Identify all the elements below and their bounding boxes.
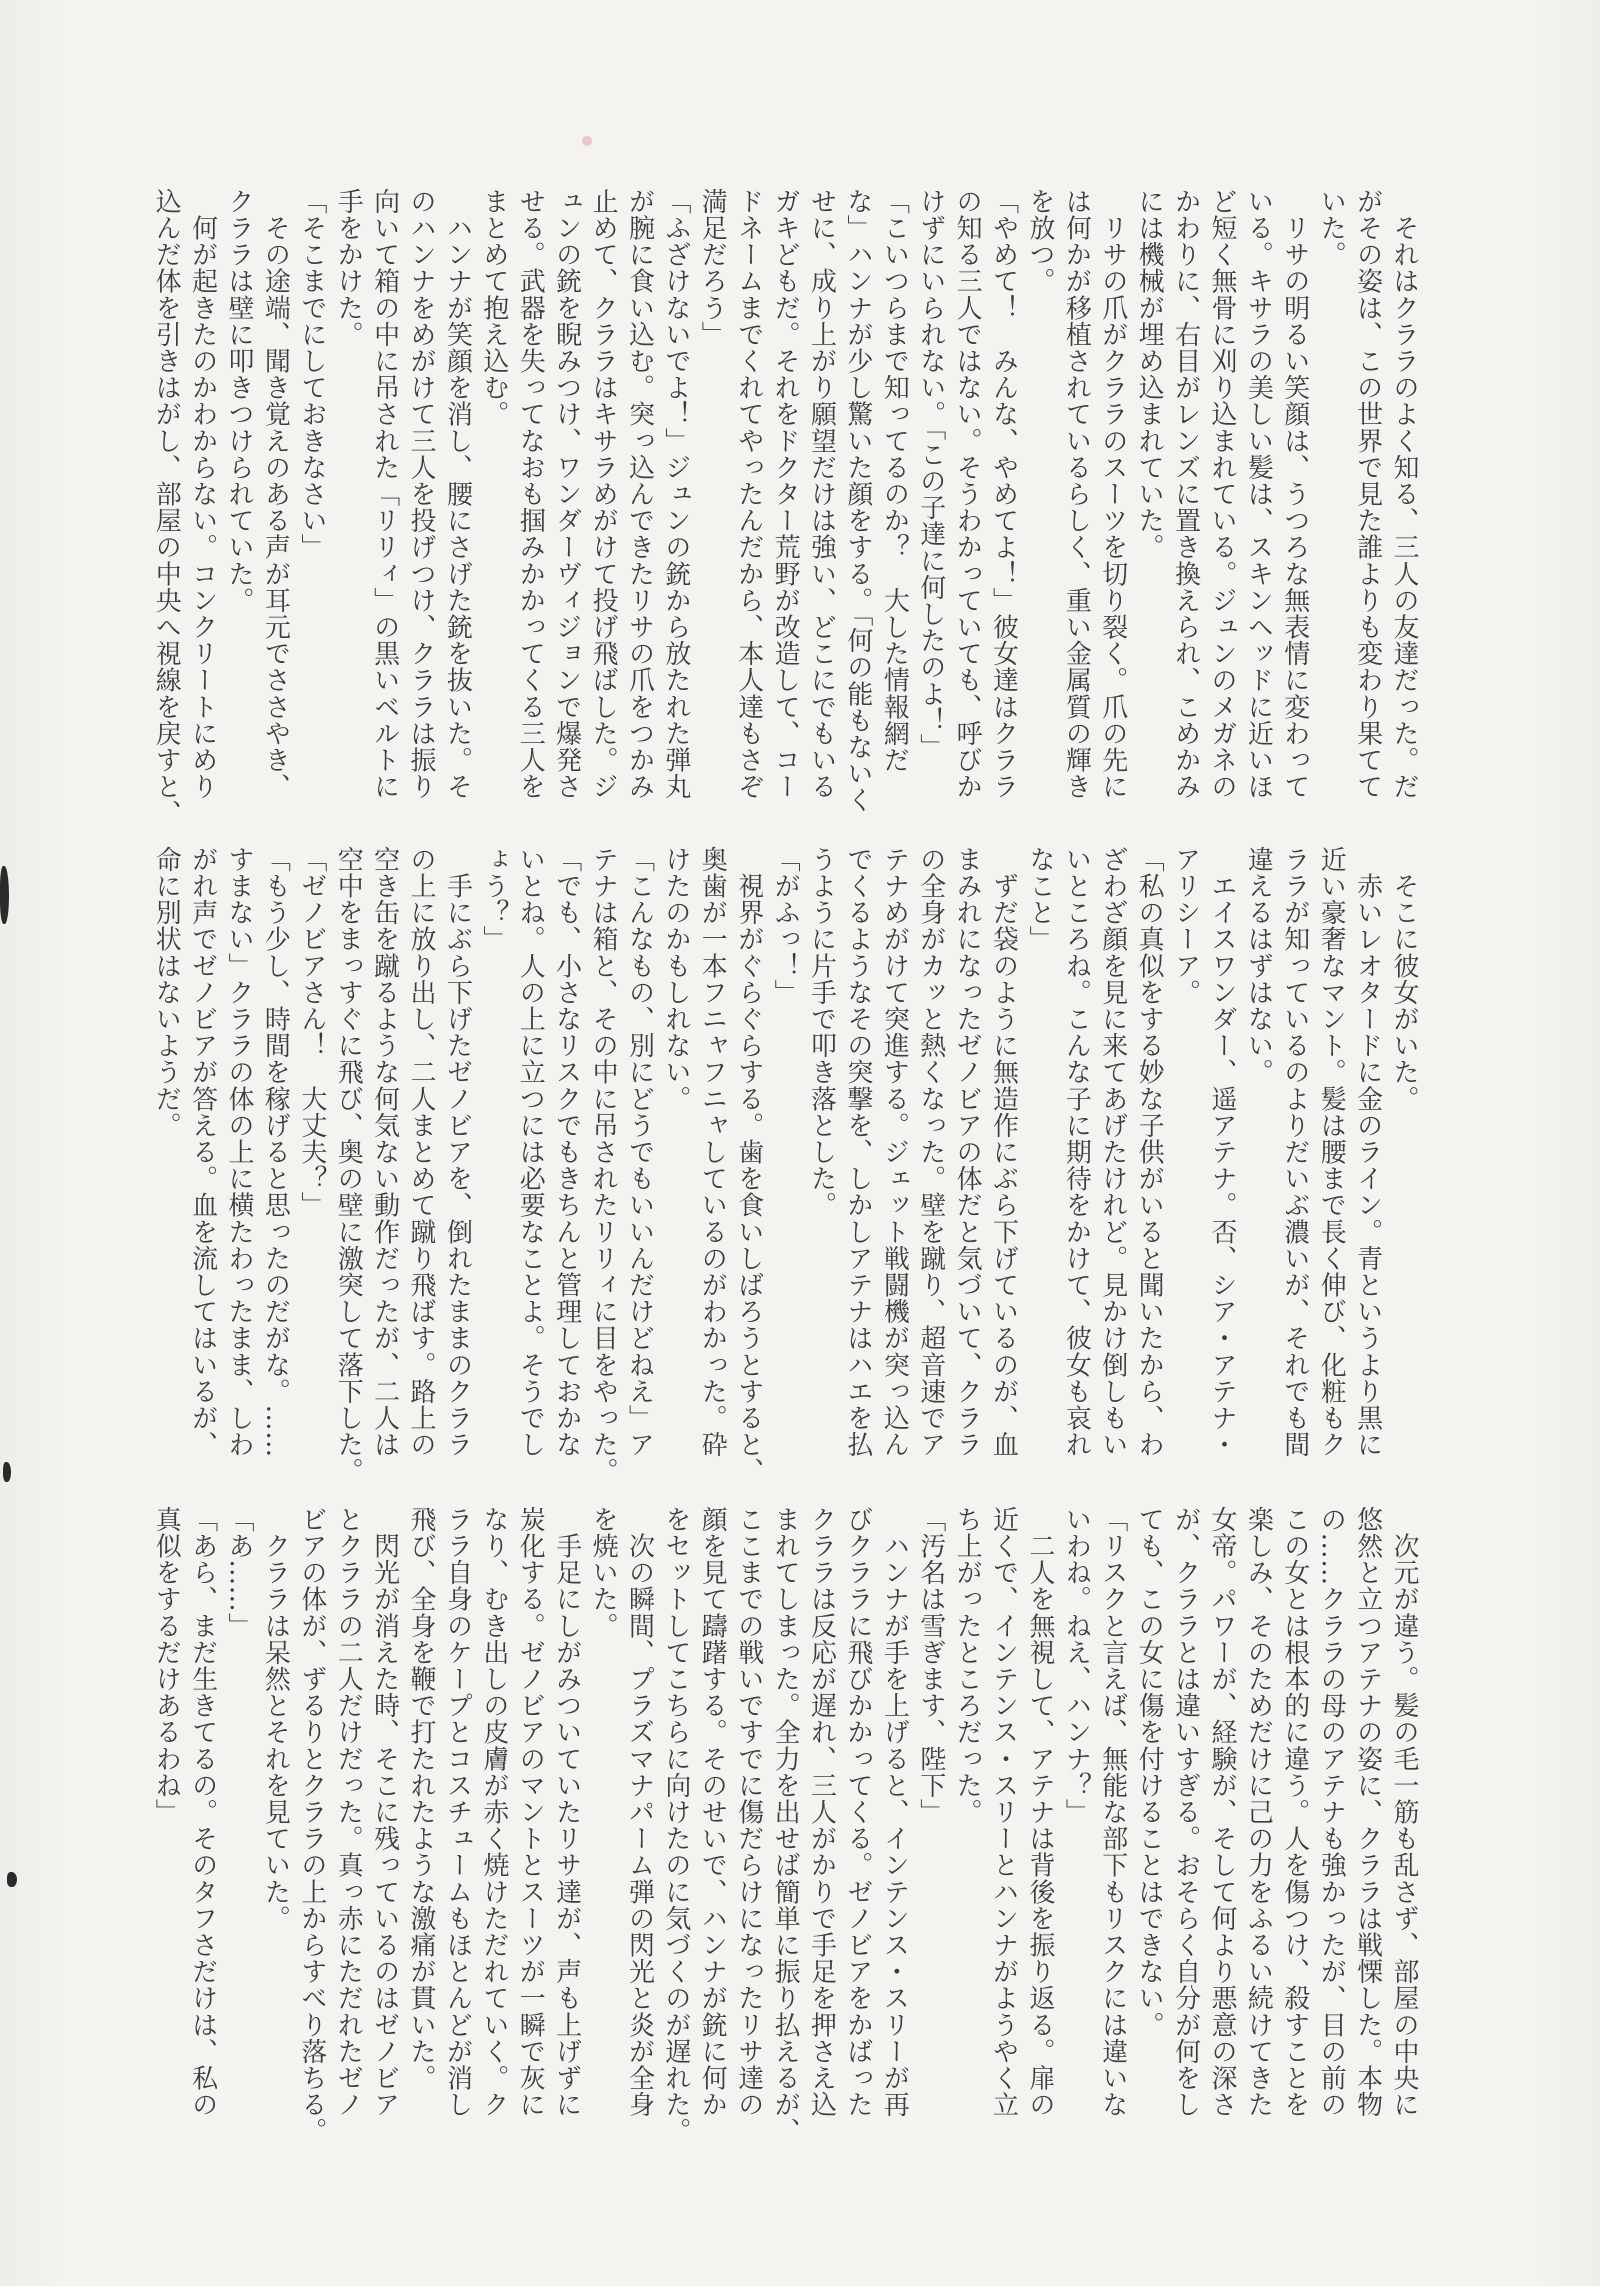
text-column: ララ自身のケープとコスチュームもほとんどが消し <box>442 1506 473 2118</box>
text-column: ビアの体が、ずるりとクララの上からすべり落ちる。 <box>296 1506 327 2145</box>
text-column: 「やめて！ みんな、やめてよ！」彼女達はクララ <box>988 188 1019 800</box>
text-column: 閃光が消えた時、そこに残っているのはゼノビア <box>369 1506 400 2118</box>
text-column: 「汚名は雪ぎます、陛下」 <box>915 1506 946 1826</box>
text-column: 「リスクと言えば、無能な部下もリスクには違いな <box>1097 1506 1128 2118</box>
text-column: けずにいられない。「この子達に何したのよ！」 <box>915 188 946 761</box>
text-column: 奥歯が一本フニャフニャしているのがわかった。砕 <box>697 846 728 1458</box>
text-band-top <box>148 188 1422 843</box>
text-column: ても、この女に傷を付けることはできない。 <box>1134 1506 1165 2038</box>
text-column: が腕に食い込む。突っ込んできたリサの爪をつかみ <box>624 188 655 800</box>
text-column: まみれになったゼノビアの体だと気づいて、クララ <box>952 846 983 1458</box>
text-column: 「私の真似をする妙な子供がいると聞いたから、わ <box>1134 846 1165 1458</box>
text-column: いわね。ねえ、ハンナ？」 <box>1061 1506 1092 1826</box>
text-column: すまない」クララの体の上に横たわったまま、しわ <box>224 846 254 1458</box>
text-column: のハンナをめがけて三人を投げつけ、クララは振り <box>406 188 437 800</box>
text-column: リサの爪がクララのスーツを切り裂く。爪の先に <box>1097 188 1128 800</box>
text-column: 「こんなもの、別にどうでもいいんだけどねえ」ア <box>624 846 655 1458</box>
text-column: クララは反応が遅れ、三人がかりで手足を押さえ込 <box>806 1506 837 2118</box>
text-column: テナめがけて突進する。ジェット戦闘機が突っ込ん <box>879 846 910 1458</box>
text-column: 「でも、小さなリスクでもきちんと管理しておかな <box>551 846 582 1458</box>
text-column: 空中をまっすぐに飛び、奥の壁に激突して落下した。 <box>333 846 364 1485</box>
text-column: でくるようなその突撃を、しかしアテナはハエを払 <box>842 846 873 1458</box>
text-column: 「あ……」 <box>224 1506 254 1639</box>
text-column: 空き缶を蹴るような何気ない動作だったが、二人は <box>369 846 400 1458</box>
text-column: せる。武器を失ってなおも掴みかかってくる三人を <box>515 188 546 800</box>
text-column: 手をかけた。 <box>333 188 364 348</box>
text-column: 満足だろう」 <box>697 188 728 348</box>
text-column: 悠然と立つアテナの姿に、クララは戦慄した。本物 <box>1352 1506 1383 2118</box>
text-column: を放つ。 <box>1024 188 1055 295</box>
text-column: ガキどもだ。それをドクター荒野が改造して、コー <box>770 188 801 800</box>
text-column: 近くで、インテンス・スリーとハンナがようやく立 <box>988 1506 1019 2118</box>
text-column: いた。 <box>1316 188 1347 268</box>
text-column: リサの明るい笑顔は、うつろな無表情に変わって <box>1279 188 1310 800</box>
text-column: 炭化する。ゼノビアのマントとスーツが一瞬で灰に <box>515 1506 546 2118</box>
text-column: 違えるはずはない。 <box>1243 846 1274 1086</box>
text-column: とクララの二人だけだった。真っ赤にただれたゼノ <box>333 1506 364 2118</box>
text-column: それはクララのよく知る、三人の友達だった。だ <box>1389 188 1419 800</box>
text-column: が、クララとは違いすぎる。おそらく自分が何をし <box>1170 1506 1201 2118</box>
text-column: いとね。人の上に立つには必要なことよ。そうでし <box>515 846 546 1458</box>
text-column: いる。キサラの美しい髪は、スキンヘッドに近いほ <box>1243 188 1274 800</box>
text-column: けたのかもしれない。 <box>660 846 691 1112</box>
scan-speck <box>582 136 592 146</box>
text-column: まれてしまった。全力を出せば簡単に振り払えるが、 <box>770 1506 801 2145</box>
text-column: をセットしてこちらに向けたのに気づくのが遅れた。 <box>660 1506 691 2145</box>
text-column: 止めて、クララはキサラめがけて投げ飛ばした。ジ <box>588 188 619 800</box>
text-column: ここまでの戦いですでに傷だらけになったリサ達の <box>733 1506 764 2118</box>
text-column: 「あら、まだ生きてるの。そのタフさだけは、私の <box>187 1506 218 2118</box>
text-column: かわりに、右目がレンズに置き換えられ、こめかみ <box>1170 188 1201 800</box>
text-column: 「がふっ！」 <box>770 846 801 1006</box>
text-column: クララは壁に叩きつけられていた。 <box>224 188 254 614</box>
text-band-middle <box>148 846 1422 1501</box>
text-column: うように片手で叩き落とした。 <box>806 846 837 1219</box>
text-column: がれ声でゼノビアが答える。血を流してはいるが、 <box>187 846 218 1458</box>
text-column: そこに彼女がいた。 <box>1389 846 1419 1112</box>
text-column: ララが知っているのよりだいぶ濃いが、それでも間 <box>1279 846 1310 1458</box>
text-column: ハンナが笑顔を消し、腰にさげた銃を抜いた。そ <box>442 188 473 800</box>
text-column: テナは箱と、その中に吊されたリリィに目をやった。 <box>588 846 619 1485</box>
text-column: まとめて抱え込む。 <box>478 188 509 428</box>
scan-speck <box>7 1872 17 1887</box>
text-column: 込んだ体を引きはがし、部屋の中央へ視線を戻すと、 <box>151 188 182 827</box>
text-column: ドネームまでくれてやったんだから、本人達もさぞ <box>733 188 764 800</box>
text-column: 二人を無視して、アテナは背後を振り返る。扉の <box>1024 1506 1055 2118</box>
scan-speck <box>0 866 9 924</box>
text-column: 楽しみ、そのためだけに己の力をふるい続けてきた <box>1243 1506 1274 2118</box>
text-column: ずだ袋のように無造作にぶら下げているのが、血 <box>988 846 1019 1458</box>
text-column: の上に放り出し、二人まとめて蹴り飛ばす。路上の <box>406 846 437 1458</box>
text-column: がその姿は、この世界で見た誰よりも変わり果てて <box>1352 188 1383 800</box>
text-band-bottom <box>148 1506 1422 2161</box>
text-column: ど短く無骨に刈り込まれている。ジュンのメガネの <box>1206 188 1237 800</box>
text-column: ュンの銃を睨みつけ、ワンダーヴィジョンで爆発さ <box>551 188 582 800</box>
text-column: びクララに飛びかかってくる。ゼノビアをかばった <box>842 1506 873 2118</box>
text-column: アリシーア。 <box>1170 846 1201 1006</box>
text-column: 向いて箱の中に吊された「リリィ」の黒いベルトに <box>369 188 400 800</box>
text-column: なり、むき出しの皮膚が赤く焼けただれていく。ク <box>478 1506 509 2118</box>
text-column: の……クララの母のアテナも強かったが、目の前の <box>1316 1506 1347 2118</box>
text-column: 飛び、全身を鞭で打たれたような激痛が貫いた。 <box>406 1506 437 2092</box>
text-column: ょう？」 <box>478 846 509 953</box>
text-column: 「そこまでにしておきなさい」 <box>296 188 327 561</box>
text-column: 「ふざけないでよ！」ジュンの銃から放たれた弾丸 <box>660 188 691 800</box>
text-column: 赤いレオタードに金のライン。青というより黒に <box>1352 846 1383 1458</box>
text-column: 手にぶら下げたゼノビアを、倒れたままのクララ <box>442 846 473 1458</box>
text-column: には機械が埋め込まれていた。 <box>1134 188 1165 561</box>
scan-speck <box>3 1462 11 1482</box>
text-column: 近い豪奢なマント。髪は腰まで長く伸び、化粧もク <box>1316 846 1347 1458</box>
text-column: クララは呆然とそれを見ていた。 <box>260 1506 291 1932</box>
text-column: その途端、聞き覚えのある声が耳元でささやき、 <box>260 188 291 800</box>
text-column: ち上がったところだった。 <box>952 1506 983 1826</box>
text-column: いところね。こんな子に期待をかけて、彼女も哀れ <box>1061 846 1092 1458</box>
text-column: 女帝。パワーが、経験が、そして何より悪意の深さ <box>1206 1506 1237 2118</box>
text-column: せに、成り上がり願望だけは強い、どこにでもいる <box>806 188 837 800</box>
text-column: エイスワンダー、遥アテナ。否、シア・アテナ・ <box>1206 846 1237 1458</box>
text-column: 「ゼノビアさん！ 大丈夫？」 <box>296 846 327 1219</box>
text-column: の全身がカッと熱くなった。壁を蹴り、超音速でア <box>915 846 946 1458</box>
text-column: 「もう少し、時間を稼げると思ったのだがな。…… <box>260 846 291 1458</box>
text-column: 命に別状はないようだ。 <box>151 846 182 1139</box>
text-column: 顔を見て躊躇する。そのせいで、ハンナが銃に何か <box>697 1506 728 2118</box>
text-column: 次元が違う。髪の毛一筋も乱さず、部屋の中央に <box>1389 1506 1419 2118</box>
text-column: 「こいつらまで知ってるのか？ 大した情報網だ <box>879 188 910 774</box>
text-column: は何かが移植されているらしく、重い金属質の輝き <box>1061 188 1092 800</box>
text-column: な」ハンナが少し驚いた顔をする。「何の能もないく <box>842 188 873 814</box>
text-column: 何が起きたのかわからない。コンクリートにめり <box>187 188 218 800</box>
text-column: なこと」 <box>1024 846 1055 953</box>
text-column: の知る三人ではない。そうわかっていても、呼びか <box>952 188 983 800</box>
text-column: を焼いた。 <box>588 1506 619 1639</box>
text-column: この女とは根本的に違う。人を傷つけ、殺すことを <box>1279 1506 1310 2118</box>
text-column: 次の瞬間、プラズマナパーム弾の閃光と炎が全身 <box>624 1506 655 2118</box>
text-column: 手足にしがみついていたリサ達が、声も上げずに <box>551 1506 582 2118</box>
text-column: ハンナが手を上げると、インテンス・スリーが再 <box>879 1506 910 2118</box>
text-column: ざわざ顔を見に来てあげたけれど。見かけ倒しもい <box>1097 846 1128 1458</box>
text-column: 視界がぐらぐらする。歯を食いしばろうとすると、 <box>733 846 764 1485</box>
text-column: 真似をするだけあるわね」 <box>151 1506 182 1826</box>
